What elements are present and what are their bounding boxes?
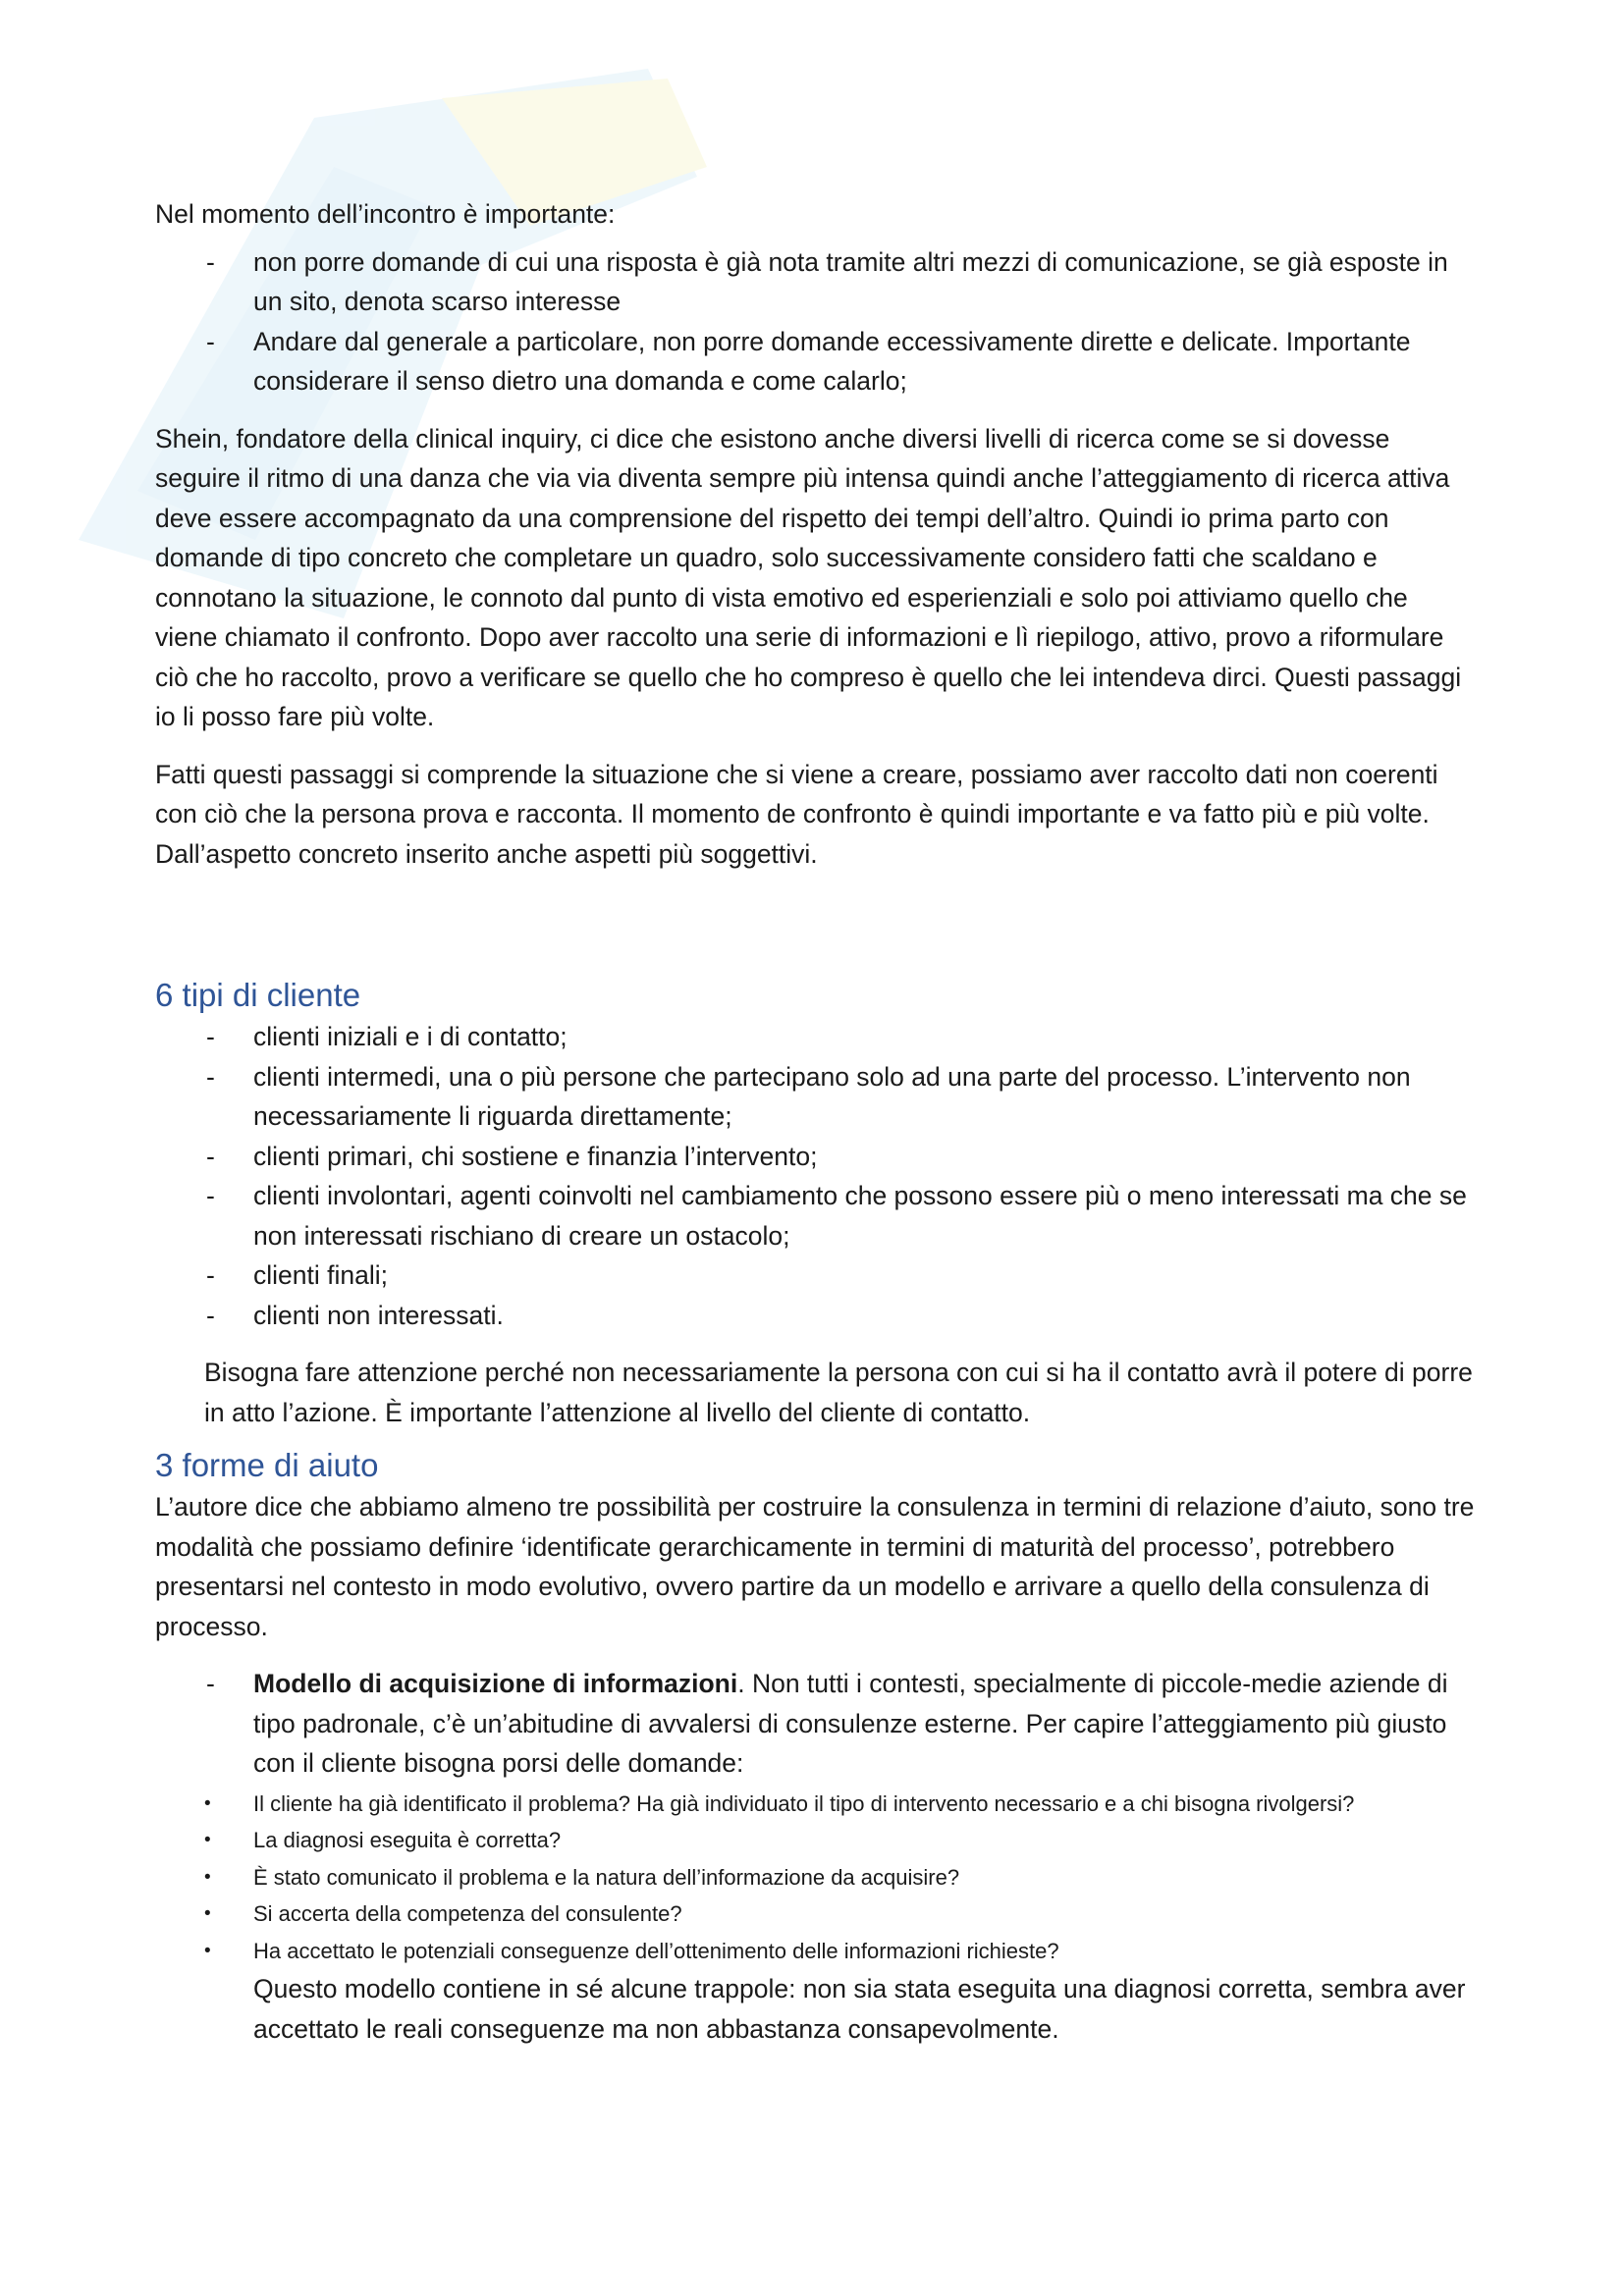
list-item: - clienti intermedi, una o più persone che partecipano solo ad una parte del processo. L’intervento non necessariamente li riguarda direttamente; xyxy=(206,1061,1411,1131)
list-item: • Il cliente ha già identificato il problema? Ha già individuato il tipo di intervento necessario e a chi bisogna rivolgersi? xyxy=(204,1790,1355,1816)
client-note: Bisogna fare attenzione perché non necessariamente la persona con cui si ha il contatto avrà il potere di porre in atto l’azione. È importante l’attenzione al livello del cliente di contatto. xyxy=(204,1358,1473,1427)
paragraph: Shein, fondatore della clinical inquiry, ci dice che esistono anche diversi livelli di ricerca come se si dovesse seguire il ritmo di una danza che via via diventa sempre più intensa quindi anche l’atteggiamento di ricerca attiva deve essere accompagnato da una comprensione del rispetto dei tempi dell’altro. Quindi io prima parto con domande di tipo concreto che completare un quadro, solo successivamente considero fatti che scaldano e connotano la situazione, le connoto dal punto di vista emotivo ed esperienziali e solo poi attiviamo quello che viene chiamato il confronto. Dopo aver raccolto una serie di informazioni e lì riepilogo, attivo, provo a riformulare ciò che ho raccolto, provo a verificare se quello che ho compreso è quello che lei intendeva dirci. Questi passaggi io li posso fare più volte. xyxy=(155,423,1462,731)
list-item: - clienti primari, chi sostiene e finanzia l’intervento; xyxy=(206,1141,818,1171)
client-types-list xyxy=(155,1017,1476,1335)
document-body xyxy=(155,194,1476,2049)
section-heading: 6 tipi di cliente xyxy=(155,977,361,1013)
list-item: • Ha accettato le potenziali conseguenze dell’ottenimento delle informazioni richieste? xyxy=(204,1938,1059,1963)
list-item: • È stato comunicato il problema e la natura dell’informazione da acquisire? xyxy=(204,1864,960,1890)
list-item: - clienti finali; xyxy=(206,1260,388,1290)
closing-paragraph: Questo modello contiene in sé alcune trappole: non sia stata eseguita una diagnosi corretta, sembra aver accettato le reali conseguenze ma non abbastanza consapevolmente. xyxy=(253,1974,1466,2044)
paragraph: L’autore dice che abbiamo almeno tre possibilità per costruire la consulenza in termini di relazione d’aiuto, sono tre modalità che possiamo definire ‘identificate gerarchicamente in termini di maturità del processo’, potrebbero presentarsi nel contesto in modo evolutivo, ovvero partire da un modello e arrivare a quello della consulenza di processo. xyxy=(155,1492,1475,1641)
list-item: - Andare dal generale a particolare, non porre domande eccessivamente dirette e delicate. Importante considerare il senso dietro una domanda e come calarlo; xyxy=(206,326,1411,396)
list-item: - clienti non interessati. xyxy=(206,1300,504,1330)
list-item: • Si accerta della competenza del consulente? xyxy=(204,1901,682,1926)
section-heading: 3 forme di aiuto xyxy=(155,1447,379,1483)
list-item: - Modello di acquisizione di informazioni. Non tutti i contesti, specialmente di piccole-medie aziende di tipo padronale, c’è un’abitudine di avvalersi di consulenze esterne. Per capire l’atteggiamento più giusto con il cliente bisogna porsi delle domande: xyxy=(206,1669,1448,1778)
model-list xyxy=(155,1664,1476,1784)
list-item: - non porre domande di cui una risposta è già nota tramite altri mezzi di comunicazione, se già esposte in un sito, denota scarso interesse xyxy=(206,246,1448,316)
list-item: - clienti iniziali e i di contatto; xyxy=(206,1022,568,1051)
model-title: Modello di acquisizione di informazioni xyxy=(253,1669,738,1698)
paragraph: Fatti questi passaggi si comprende la situazione che si viene a creare, possiamo aver raccolto dati non coerenti con ciò che la persona prova e racconta. Il momento de confronto è quindi importante e va fatto più e più volte. Dall’aspetto concreto inserito anche aspetti più soggettivi. xyxy=(155,759,1438,869)
intro-line: Nel momento dell’incontro è importante: xyxy=(155,199,616,229)
questions-list xyxy=(155,1786,1476,1970)
list-item: - clienti involontari, agenti coinvolti nel cambiamento che possono essere più o meno interessati ma che se non interessati rischiano di creare un ostacolo; xyxy=(206,1181,1467,1251)
list-item: • La diagnosi eseguita è corretta? xyxy=(204,1828,562,1852)
intro-list xyxy=(155,242,1476,401)
